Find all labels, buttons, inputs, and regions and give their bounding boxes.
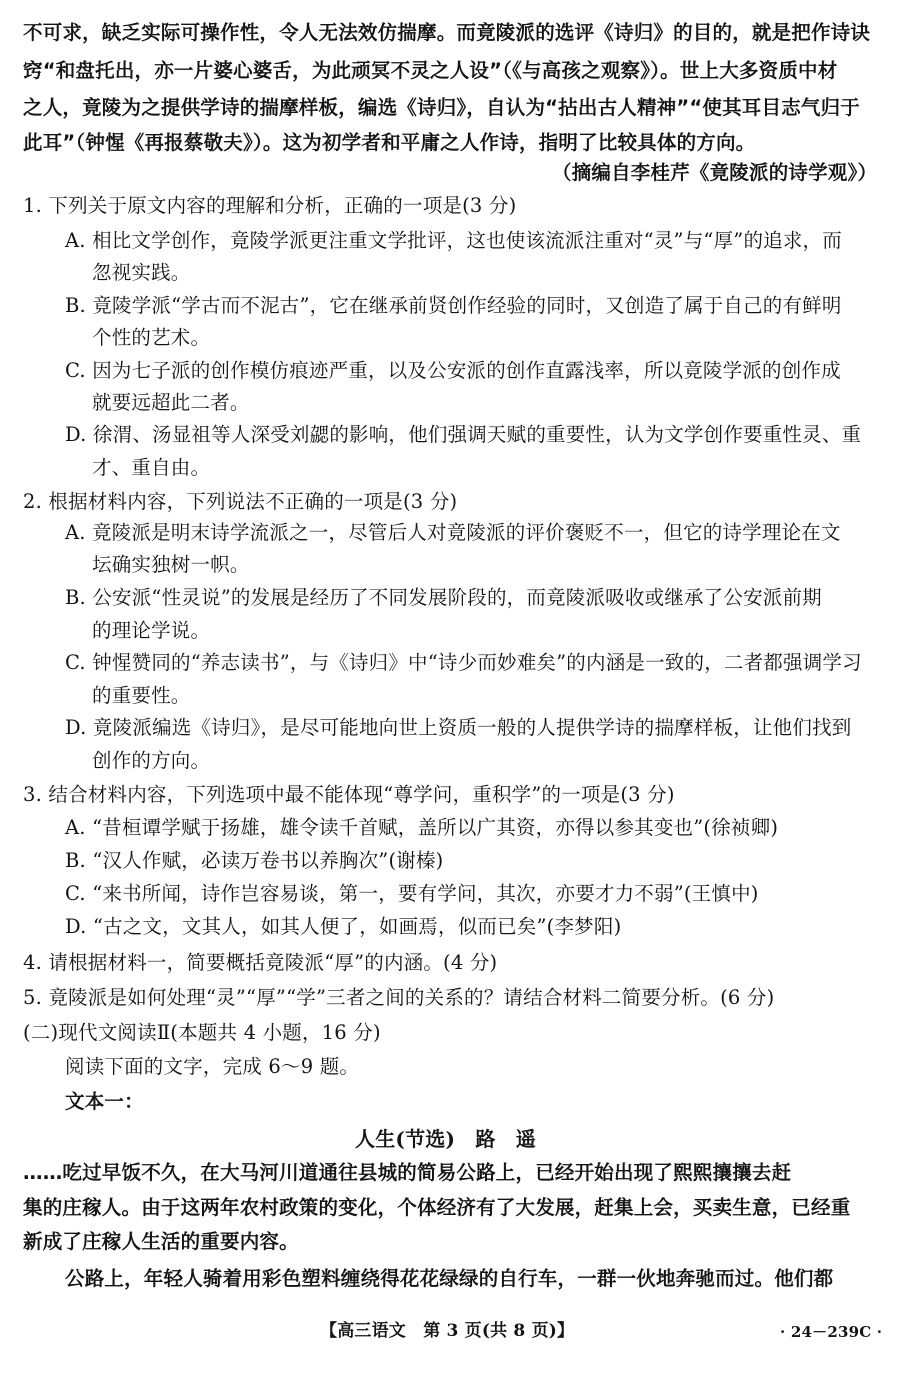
passage-line: 窍“和盘托出，亦一片婆心婆舌，为此顽冥不灵之人设”（《与高孩之观察》）。世上大多资质中材 [23, 59, 838, 82]
q1-option-b-cont: 个性的艺术。 [92, 326, 211, 349]
passage-line: 之人，竟陵为之提供学诗的揣摩样板，编选《诗归》，自认为“拈出古人精神”“使其耳目志气归于 [23, 96, 860, 119]
passage-line: 不可求，缺乏实际可操作性，令人无法效仿揣摩。而竟陵派的选评《诗归》的目的，就是把作诗诀 [23, 21, 871, 44]
q2-option-c: C. 钟惺赞同的“养志读书”，与《诗归》中“诗少而妙难矣”的内涵是一致的，二者都强调学习 [65, 651, 862, 674]
q1-option-b: B. 竟陵学派“学古而不泥古”，它在继承前贤创作经验的同时，又创造了属于自己的有鲜明 [65, 294, 842, 317]
story-line: 集的庄稼人。由于这两年农村政策的变化，个体经济有了大发展，赶集上会，买卖生意，已经重 [23, 1196, 851, 1219]
q1-option-a-cont: 忽视实践。 [92, 261, 191, 284]
question-3-stem: 3. 结合材料内容，下列选项中最不能体现“尊学问，重积学”的一项是(3 分) [23, 783, 675, 806]
q2-option-c-cont: 的重要性。 [92, 684, 191, 707]
q1-option-d: D. 徐渭、汤显祖等人深受刘勰的影响，他们强调天赋的重要性，认为文学创作要重性灵、重 [65, 423, 862, 446]
page-footer: 【高三语文 第 3 页(共 8 页)】 [320, 1321, 575, 1341]
passage-source: （摘编自李桂芹《竟陵派的诗学观》） [552, 161, 878, 184]
section-2-instruction: 阅读下面的文字，完成 6～9 题。 [65, 1055, 360, 1078]
q1-option-a: A. 相比文学创作，竟陵学派更注重文学批评，这也使该流派注重对“灵”与“厚”的追求，而 [65, 229, 842, 252]
q1-option-d-cont: 才、重自由。 [92, 456, 211, 479]
question-1-stem: 1. 下列关于原文内容的理解和分析，正确的一项是(3 分) [23, 194, 517, 217]
q1-option-c: C. 因为七子派的创作模仿痕迹严重，以及公安派的创作直露浅率，所以竟陵学派的创作成 [65, 359, 841, 382]
q3-option-c: C. “来书所闻，诗作岂容易谈，第一，要有学问，其次，亦要才力不弱”(王慎中) [65, 882, 759, 905]
passage-line: 此耳”（钟惺《再报蔡敬夫》）。这为初学者和平庸之人作诗，指明了比较具体的方向。 [23, 131, 756, 154]
q2-option-d-cont: 创作的方向。 [92, 749, 211, 772]
question-2-stem: 2. 根据材料内容，下列说法不正确的一项是(3 分) [23, 490, 458, 513]
q3-option-a: A. “昔桓谭学赋于扬雄，雄令读千首赋，盖所以广其资，亦得以参其变也”(徐祯卿) [65, 816, 779, 839]
text-1-label: 文本一： [65, 1090, 144, 1113]
q3-option-b: B. “汉人作赋，必读万卷书以养胸次”(谢榛) [65, 849, 444, 872]
q2-option-b: B. 公安派“性灵说”的发展是经历了不同发展阶段的，而竟陵派吸收或继承了公安派前期 [65, 586, 822, 609]
q2-option-a-cont: 坛确实独树一帜。 [92, 553, 250, 576]
q2-option-a: A. 竟陵派是明末诗学流派之一，尽管后人对竟陵派的评价褒贬不一，但它的诗学理论在文 [65, 521, 841, 544]
story-line: ……吃过早饭不久，在大马河川道通往县城的简易公路上，已经开始出现了熙熙攘攘去赶 [23, 1161, 792, 1184]
story-line: 新成了庄稼人生活的重要内容。 [23, 1230, 299, 1253]
story-line: 公路上，年轻人骑着用彩色塑料缠绕得花花绿绿的自行车，一群一伙地奔驰而过。他们都 [65, 1267, 834, 1290]
q1-option-c-cont: 就要远超此二者。 [92, 391, 250, 414]
q2-option-b-cont: 的理论学说。 [92, 619, 211, 642]
exam-code: · 24－239C · [780, 1323, 883, 1341]
section-2-heading: (二)现代文阅读Ⅱ(本题共 4 小题，16 分) [23, 1021, 381, 1044]
question-4: 4. 请根据材料一，简要概括竟陵派“厚”的内涵。(4 分) [23, 951, 498, 974]
question-5: 5. 竟陵派是如何处理“灵”“厚”“学”三者之间的关系的？请结合材料二简要分析。(6 分) [23, 986, 775, 1009]
q2-option-d: D. 竟陵派编选《诗归》，是尽可能地向世上资质一般的人提供学诗的揣摩样板，让他们找到 [65, 716, 852, 739]
story-title: 人生(节选) 路 遥 [355, 1127, 536, 1151]
q3-option-d: D. “古之文，文其人，如其人便了，如画焉，似而已矣”(李梦阳) [65, 915, 622, 938]
